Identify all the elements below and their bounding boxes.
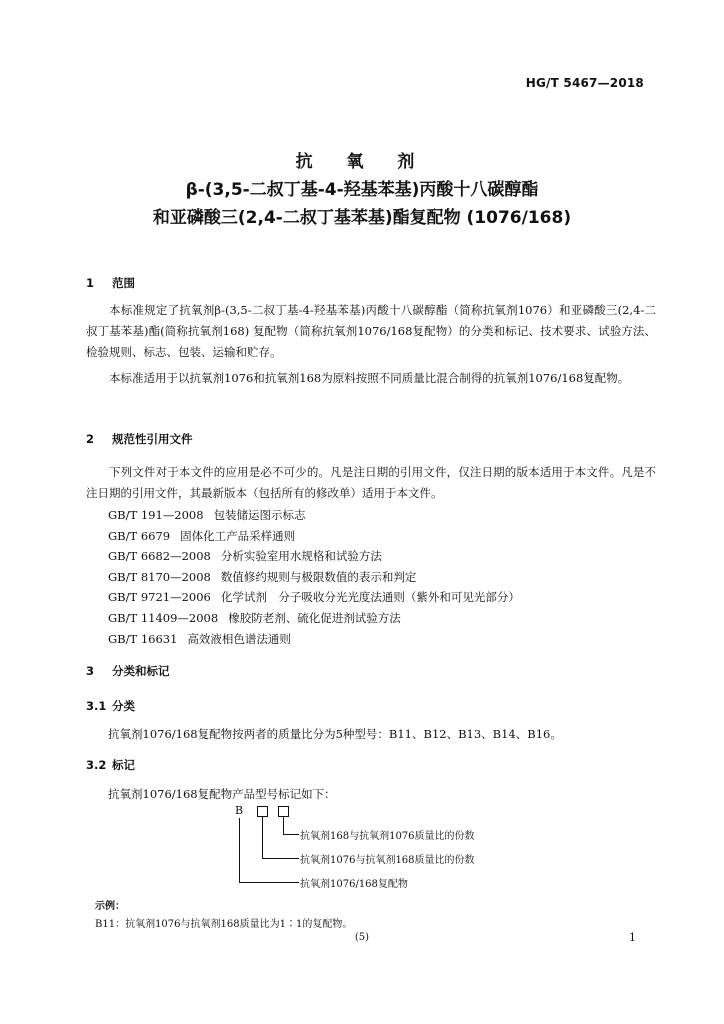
section-number: 2 (86, 432, 95, 446)
label-second-digit: 抗氧剂168与抗氧剂1076质量比的份数 (300, 831, 475, 842)
section-1-heading (86, 275, 135, 291)
reference-title: 包装储运图示标志 (213, 508, 306, 522)
reference-title: 高效液相色谱法通则 (187, 631, 291, 646)
page-number: 1 (629, 931, 636, 944)
label-first-digit: 抗氧剂1076与抗氧剂168质量比的份数 (300, 855, 475, 866)
example-text: B11：抗氧剂1076与抗氧剂168质量比为1∶1的复配物。 (95, 919, 353, 930)
section-2-heading (86, 431, 193, 447)
section-title: 分类和标记 (112, 664, 170, 678)
reference-item (108, 608, 520, 629)
section-number: 3.2 (86, 758, 107, 772)
title-line-3: 和亚磷酸三(2,4-二叔丁基苯基)酯复配物 (1076/168) (152, 208, 572, 228)
reference-title: 分析实验室用水规格和试验方法 (220, 549, 382, 564)
label-product: 抗氧剂1076/168复配物 (300, 879, 408, 890)
leader-line (239, 818, 240, 882)
section-1-paragraph-1: 本标准规定了抗氧剂β-(3,5-二叔丁基-4-羟基苯基)丙酸十八碳醇酯（简称抗氧剂1076）和亚磷酸三(2,4-二叔丁基苯基)酯(简称抗氧剂168) 复配物（简称抗氧剂1076/168复配物）的分类和标记、技术要求、试验方法、检验规则、标志、包装、运输和贮存。 (86, 303, 656, 359)
classification-text: 抗氧剂1076/168复配物按两者的质量比分为5种型号：B11、B12、B13、B14、B16。 (108, 727, 562, 741)
reference-item (108, 526, 520, 547)
section-title: 规范性引用文件 (112, 432, 193, 446)
title-line-2: β-(3,5-二叔丁基-4-羟基苯基)丙酸十八碳醇酯 (185, 180, 539, 200)
section-2-paragraph: 下列文件对于本文件的应用是必不可少的。凡是注日期的引用文件，仅注日期的版本适用于本文件。凡是不注日期的引用文件，其最新版本（包括所有的修改单）适用于本文件。 (86, 465, 656, 500)
reference-item (108, 587, 520, 608)
reference-code: GB/T 191—2008 (108, 508, 204, 522)
reference-code: GB/T 16631 (108, 631, 178, 646)
section-3-1-heading (86, 698, 135, 714)
reference-item (108, 505, 520, 526)
model-marking-diagram (230, 804, 550, 894)
page-label: (5) (354, 932, 370, 943)
section-1-paragraph-2: 本标准适用于以抗氧剂1076和抗氧剂168为原料按照不同质量比混合制得的抗氧剂1076/168复配物。 (109, 371, 630, 385)
reference-item (108, 567, 520, 588)
reference-title: 化学试剂 分子吸收分光光度法通则（紫外和可见光部分） (220, 590, 520, 605)
marking-text: 抗氧剂1076/168复配物产品型号标记如下： (108, 787, 336, 801)
reference-item (108, 546, 520, 567)
example-heading: 示例： (95, 901, 125, 912)
reference-code: GB/T 8170—2008 (108, 569, 211, 584)
section-title: 标记 (112, 758, 135, 772)
section-number: 1 (86, 276, 95, 290)
section-number: 3.1 (86, 699, 107, 713)
title-line-1: 抗 氧 剂 (295, 152, 429, 172)
section-number: 3 (86, 664, 95, 678)
reference-code: GB/T 6679 (108, 528, 171, 543)
reference-code: GB/T 11409—2008 (108, 610, 219, 625)
section-title: 分类 (112, 699, 135, 713)
reference-code: GB/T 9721—2006 (108, 590, 211, 605)
reference-title: 橡胶防老剂、硫化促进剂试验方法 (228, 610, 401, 625)
leader-line (283, 834, 299, 835)
leader-line (262, 817, 263, 858)
reference-title: 固体化工产品采样通则 (180, 528, 296, 543)
digit-box-1 (257, 806, 268, 817)
section-3-2-heading (86, 757, 135, 773)
section-title: 范围 (112, 276, 135, 290)
leader-line (239, 882, 299, 883)
model-letter: B (235, 804, 244, 817)
leader-line (262, 858, 299, 859)
standard-code: HG/T 5467—2018 (525, 76, 644, 90)
leader-line (283, 817, 284, 834)
digit-box-2 (278, 806, 289, 817)
normative-references-list (108, 505, 520, 649)
section-3-heading (86, 663, 170, 679)
reference-code: GB/T 6682—2008 (108, 549, 211, 564)
reference-item (108, 629, 520, 650)
reference-title: 数值修约规则与极限数值的表示和判定 (220, 569, 417, 584)
